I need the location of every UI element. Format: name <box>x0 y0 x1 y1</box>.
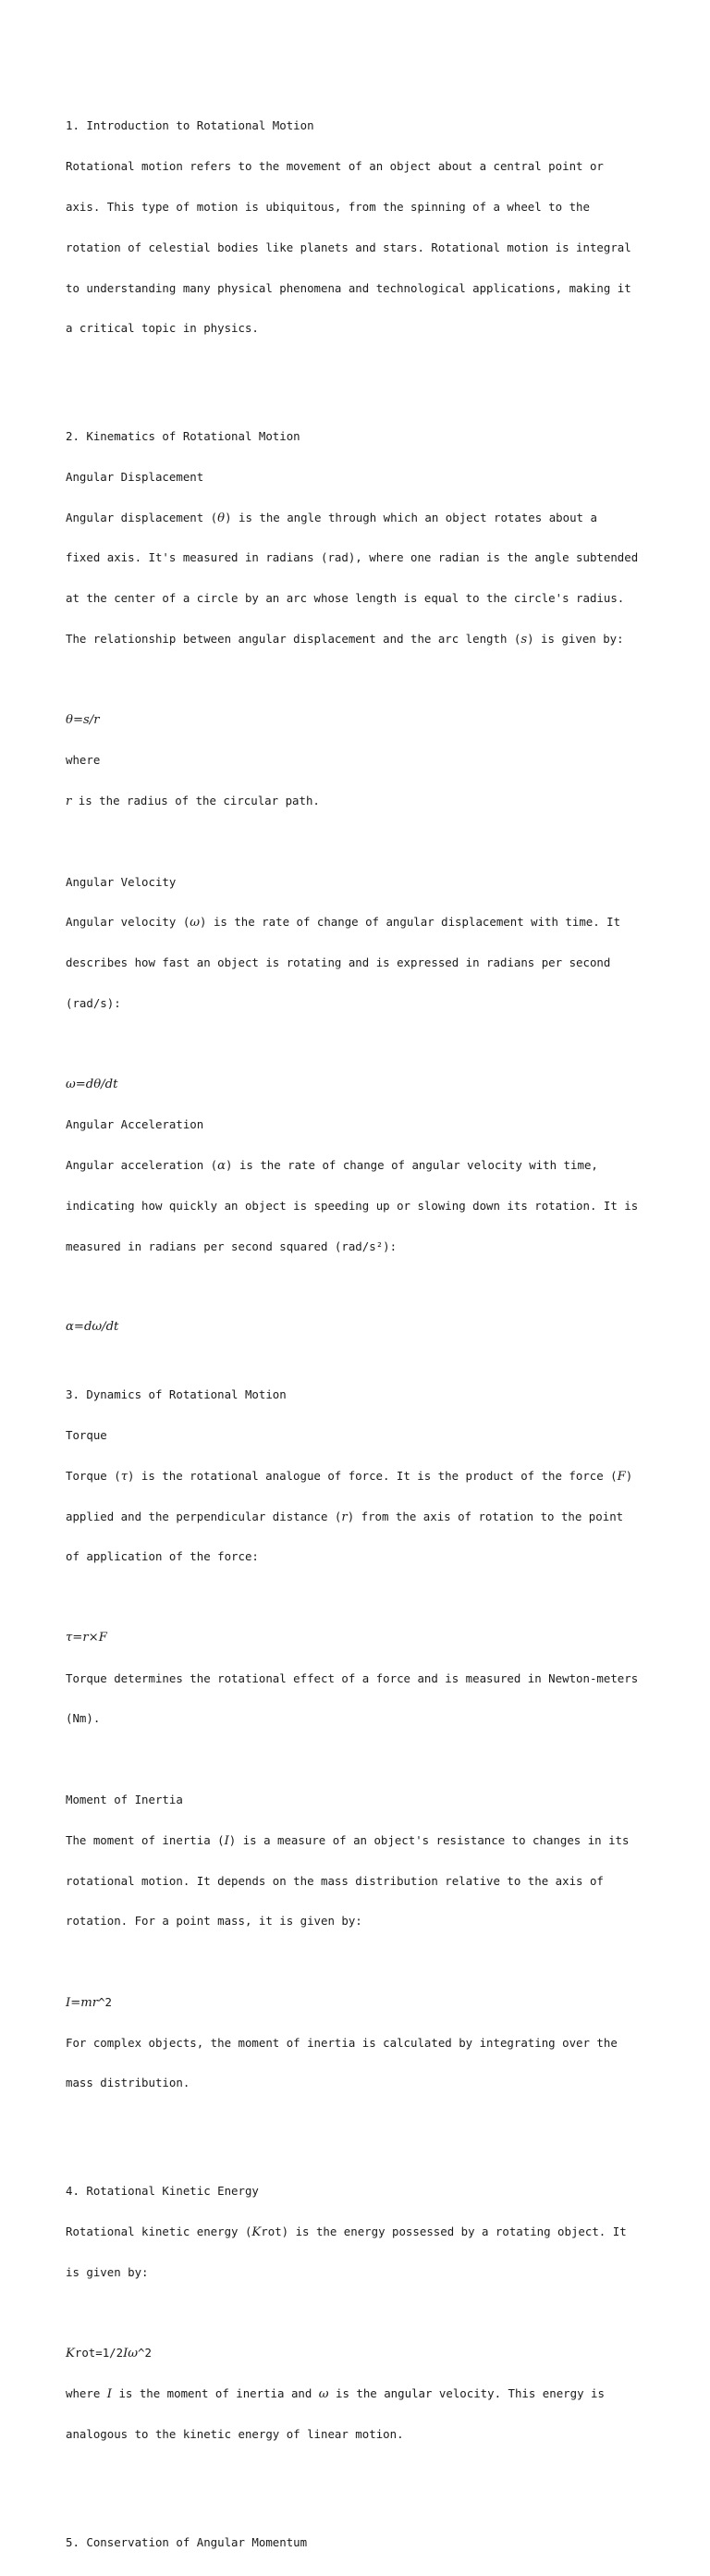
paragraph-line <box>66 633 667 647</box>
paragraph-line <box>66 512 667 525</box>
paragraph-line <box>66 1510 667 1524</box>
section-4-heading: 4. Rotational Kinetic Energy <box>66 2184 259 2199</box>
paragraph-line: a critical topic in physics. <box>66 321 259 336</box>
text-run: rot) is the energy possessed by a rotating object. It <box>261 2225 627 2238</box>
text-run: rot=1/2 <box>74 2346 124 2360</box>
formula-omega: ω=dθ/dt <box>66 1077 118 1091</box>
paragraph-line <box>66 1470 667 1484</box>
math-symbol: s <box>520 632 528 647</box>
paragraph-line <box>66 2387 667 2401</box>
text-run: ) is the rate of change of angular velocity with time, <box>226 1158 598 1173</box>
math-symbol: r <box>66 795 72 809</box>
blank-line <box>66 2469 667 2483</box>
text-run: Angular displacement ( <box>66 510 218 524</box>
section-5-heading: 5. Conservation of Angular Momentum <box>66 2534 308 2549</box>
math-symbol: F <box>617 1469 626 1484</box>
blank-line <box>66 1753 667 1767</box>
blank-line <box>66 1038 667 1052</box>
paragraph-line: is given by: <box>66 2264 149 2279</box>
document-page <box>66 66 667 2576</box>
text-run: Angular acceleration ( <box>66 1158 218 1173</box>
paragraph-line: measured in radians per second squared (rad/s²): <box>66 1239 398 1253</box>
subheading-angular-velocity: Angular Velocity <box>66 874 177 889</box>
paragraph-line: (rad/s): <box>66 995 121 1010</box>
paragraph-line: indicating how quickly an object is speeding up or slowing down its rotation. It is <box>66 1198 639 1213</box>
text-run: The moment of inertia ( <box>66 1832 225 1847</box>
paragraph-line: analogous to the kinetic energy of linear motion. <box>66 2426 404 2441</box>
text-run: ) is the rate of change of angular displacement with time. It <box>200 915 621 930</box>
blank-line <box>66 673 667 687</box>
blank-line <box>66 363 667 376</box>
text-run: ) is given by: <box>527 631 624 646</box>
text-run: Torque ( <box>66 1468 121 1483</box>
text-run: applied and the perpendicular distance ( <box>66 1509 342 1523</box>
math-symbol: Iω <box>123 2347 139 2361</box>
math-symbol: θ <box>217 511 226 525</box>
paragraph-line: Torque determines the rotational effect of a force and is measured in Newton-meters <box>66 1670 639 1685</box>
paragraph-line <box>66 1159 667 1173</box>
paragraph-line <box>66 916 667 930</box>
text-run: is the moment of inertia and <box>111 2386 319 2401</box>
math-symbol: K <box>251 2225 262 2239</box>
text-run: where <box>66 2386 107 2401</box>
text-run: ) is a measure of an object's resistance to changes in its <box>228 1832 630 1847</box>
text-run: is the angular velocity. This energy is <box>328 2386 605 2401</box>
math-symbol: ω <box>190 916 201 931</box>
math-symbol: τ <box>120 1469 128 1484</box>
math-symbol: I=mr <box>66 1995 99 2010</box>
formula-inertia <box>66 1996 667 2010</box>
section-2-heading: 2. Kinematics of Rotational Motion <box>66 429 300 444</box>
math-symbol: I <box>224 1833 229 1848</box>
math-symbol: I <box>106 2387 112 2402</box>
paragraph-line: to understanding many physical phenomena and technological applications, making it <box>66 280 631 295</box>
paragraph-line: rotation of celestial bodies like planets and stars. Rotational motion is integral <box>66 240 631 254</box>
paragraph-line: axis. This type of motion is ubiquitous, from the spinning of a wheel to the <box>66 199 590 214</box>
paragraph-line <box>66 2225 667 2239</box>
blank-line <box>66 835 667 849</box>
math-symbol: α <box>217 1159 226 1174</box>
math-symbol: ω <box>318 2387 329 2402</box>
subheading-torque: Torque <box>66 1427 107 1442</box>
math-symbol: K <box>66 2347 75 2361</box>
subheading-angular-displacement: Angular Displacement <box>66 469 204 484</box>
paragraph-line: Rotational motion refers to the movement of an object about a central point or <box>66 159 604 174</box>
paragraph-line: at the center of a circle by an arc whose length is equal to the circle's radius. <box>66 591 625 606</box>
paragraph-line: where <box>66 753 101 768</box>
text-run: ) is the angle through which an object rotates about a <box>225 510 597 524</box>
text-run: ) is the rotational analogue of force. It is the product of the force ( <box>127 1468 618 1483</box>
text-run: The relationship between angular displacement and the arc length ( <box>66 631 521 646</box>
math-symbol: r <box>341 1510 348 1524</box>
formula-alpha: α=dω/dt <box>66 1320 119 1335</box>
blank-line <box>66 2117 667 2131</box>
paragraph-line: (Nm). <box>66 1711 101 1726</box>
paragraph-line: For complex objects, the moment of inertia is calculated by integrating over the <box>66 2035 618 2050</box>
text-run: Rotational kinetic energy ( <box>66 2225 252 2238</box>
blank-line <box>66 2307 667 2321</box>
text-run: is the radius of the circular path. <box>71 794 320 808</box>
section-1-heading: 1. Introduction to Rotational Motion <box>66 118 314 133</box>
paragraph-line: describes how fast an object is rotating and is expressed in radians per second <box>66 955 611 970</box>
formula-kinetic-energy <box>66 2347 667 2360</box>
formula-torque: τ=r×F <box>66 1630 107 1645</box>
text-run: ^2 <box>138 2346 152 2360</box>
blank-line <box>66 1591 667 1605</box>
section-3-heading: 3. Dynamics of Rotational Motion <box>66 1387 287 1402</box>
paragraph-line: rotation. For a point mass, it is given by: <box>66 1914 362 1929</box>
paragraph-line: fixed axis. It's measured in radians (rad), where one radian is the angle subtended <box>66 550 639 565</box>
paragraph-line: mass distribution. <box>66 2076 190 2090</box>
text-run: Angular velocity ( <box>66 915 190 930</box>
subheading-angular-acceleration: Angular Acceleration <box>66 1117 204 1132</box>
text-run: ^2 <box>98 1994 112 2009</box>
text-run: ) <box>625 1468 633 1483</box>
text-run: ) from the axis of rotation to the point <box>347 1509 624 1523</box>
paragraph-line: of application of the force: <box>66 1549 259 1564</box>
paragraph-line <box>66 795 667 808</box>
blank-line <box>66 1955 667 1969</box>
paragraph-line <box>66 1834 667 1848</box>
subheading-moment-of-inertia: Moment of Inertia <box>66 1793 183 1806</box>
formula-theta: θ=s/r <box>66 712 100 727</box>
blank-line <box>66 1280 667 1294</box>
paragraph-line: rotational motion. It depends on the mass distribution relative to the axis of <box>66 1873 604 1888</box>
